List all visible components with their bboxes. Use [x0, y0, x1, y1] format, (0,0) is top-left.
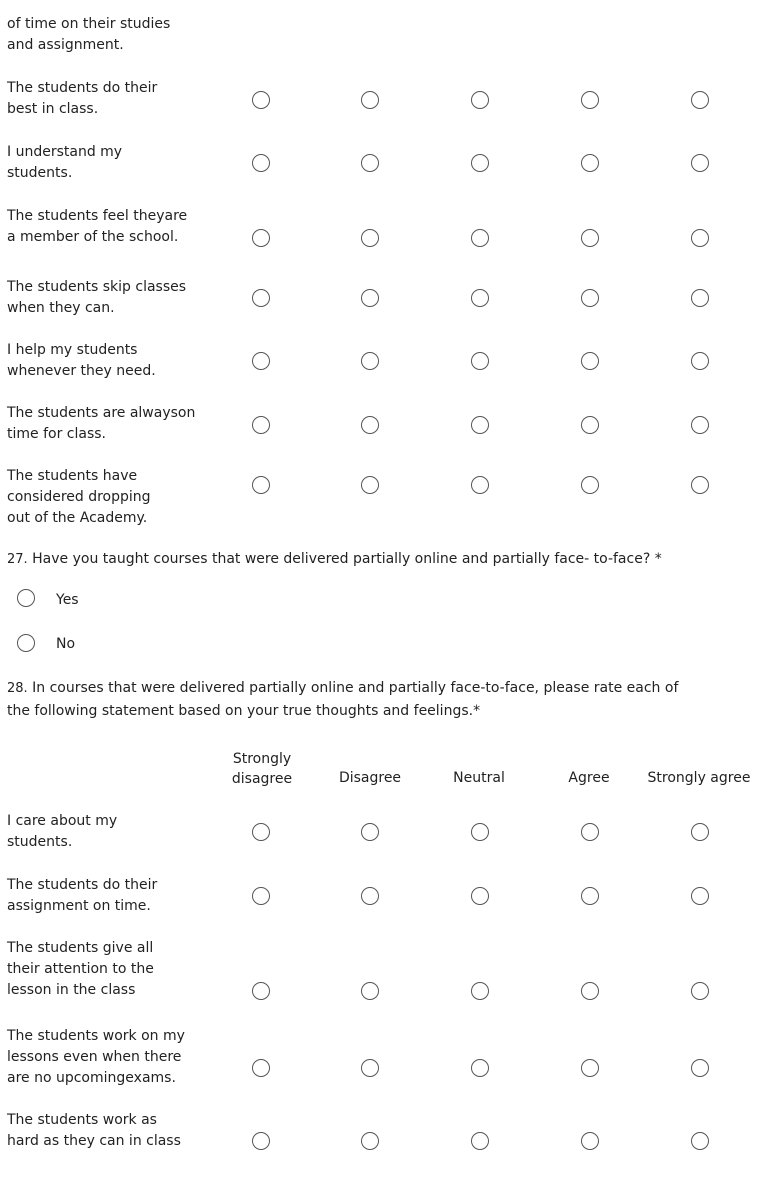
matrix1-row-5-agree-radio[interactable]	[581, 352, 599, 370]
q27-no-radio[interactable]	[17, 634, 35, 652]
q28-row-3-strongly-disagree-radio[interactable]	[252, 982, 270, 1000]
matrix1-row-1-strongly-agree-radio[interactable]	[691, 91, 709, 109]
question-number: 28.	[7, 681, 28, 696]
q28-row-2-strongly-agree-radio[interactable]	[691, 887, 709, 905]
matrix1-row-6-neutral-radio[interactable]	[471, 416, 489, 434]
matrix1-row-5-neutral-radio[interactable]	[471, 352, 489, 370]
matrix-row-label: The students do their assignment on time.	[7, 877, 158, 914]
q28-row-3-neutral-radio[interactable]	[471, 982, 489, 1000]
q28-row-5-disagree-radio[interactable]	[361, 1132, 379, 1150]
q28-row-4-neutral-radio[interactable]	[471, 1059, 489, 1077]
q28-row-5-strongly-agree-radio[interactable]	[691, 1132, 709, 1150]
q28-row-3-disagree-radio[interactable]	[361, 982, 379, 1000]
matrix1-row-6-agree-radio[interactable]	[581, 416, 599, 434]
matrix1-row-4-strongly-disagree-radio[interactable]	[252, 289, 270, 307]
column-header-strongly-disagree: Strongly disagree	[231, 751, 293, 787]
q27-yes-label: Yes	[56, 592, 79, 608]
matrix1-row-5-strongly-disagree-radio[interactable]	[252, 352, 270, 370]
matrix1-row-2-agree-radio[interactable]	[581, 154, 599, 172]
matrix1-row-4-strongly-agree-radio[interactable]	[691, 289, 709, 307]
q28-row-3-strongly-agree-radio[interactable]	[691, 982, 709, 1000]
q28-row-1-disagree-radio[interactable]	[361, 823, 379, 841]
matrix1-row-3-neutral-radio[interactable]	[471, 229, 489, 247]
question-28-title	[7, 677, 697, 722]
matrix1-row-6-strongly-disagree-radio[interactable]	[252, 416, 270, 434]
q28-row-4-agree-radio[interactable]	[581, 1059, 599, 1077]
q28-row-1-neutral-radio[interactable]	[471, 823, 489, 841]
matrix-row-label: I understand my students.	[7, 144, 123, 181]
matrix1-row-1-disagree-radio[interactable]	[361, 91, 379, 109]
q28-row-4-strongly-agree-radio[interactable]	[691, 1059, 709, 1077]
matrix1-row-2-strongly-agree-radio[interactable]	[691, 154, 709, 172]
matrix1-row-1-neutral-radio[interactable]	[471, 91, 489, 109]
matrix1-row-4-disagree-radio[interactable]	[361, 289, 379, 307]
matrix-row-label: I care about my students.	[7, 813, 118, 850]
column-header-neutral: Neutral	[453, 770, 505, 786]
matrix1-row-2-disagree-radio[interactable]	[361, 154, 379, 172]
matrix-row-label: The students give all their attention to the lesson in the class	[7, 940, 154, 998]
matrix-row-label: The students work on my lessons even when there are no upcomingexams.	[7, 1028, 185, 1086]
q28-row-3-agree-radio[interactable]	[581, 982, 599, 1000]
q28-row-2-neutral-radio[interactable]	[471, 887, 489, 905]
matrix1-row-7-strongly-disagree-radio[interactable]	[252, 476, 270, 494]
matrix-row-label: The students are alwayson time for class.	[7, 405, 196, 442]
q28-row-1-agree-radio[interactable]	[581, 823, 599, 841]
matrix1-row-7-strongly-agree-radio[interactable]	[691, 476, 709, 494]
q28-row-5-neutral-radio[interactable]	[471, 1132, 489, 1150]
q28-row-5-agree-radio[interactable]	[581, 1132, 599, 1150]
matrix1-row-6-disagree-radio[interactable]	[361, 416, 379, 434]
matrix1-row-3-strongly-agree-radio[interactable]	[691, 229, 709, 247]
matrix1-row-4-agree-radio[interactable]	[581, 289, 599, 307]
q28-row-1-strongly-agree-radio[interactable]	[691, 823, 709, 841]
question-27-title	[7, 548, 697, 571]
q28-row-1-strongly-disagree-radio[interactable]	[252, 823, 270, 841]
question-number: 27.	[7, 552, 28, 567]
matrix1-row-7-agree-radio[interactable]	[581, 476, 599, 494]
matrix-row-label: The students work as hard as they can in class	[7, 1112, 181, 1149]
q28-row-4-strongly-disagree-radio[interactable]	[252, 1059, 270, 1077]
q28-row-2-disagree-radio[interactable]	[361, 887, 379, 905]
matrix1-row-2-strongly-disagree-radio[interactable]	[252, 154, 270, 172]
q28-row-2-strongly-disagree-radio[interactable]	[252, 887, 270, 905]
matrix-row-label: of time on their studies and assignment.	[7, 16, 171, 53]
q27-yes-radio[interactable]	[17, 589, 35, 607]
matrix1-row-4-neutral-radio[interactable]	[471, 289, 489, 307]
matrix1-row-2-neutral-radio[interactable]	[471, 154, 489, 172]
matrix1-row-3-agree-radio[interactable]	[581, 229, 599, 247]
matrix-row-label: I help my students whenever they need.	[7, 342, 156, 379]
q27-no-label: No	[56, 636, 76, 652]
matrix1-row-5-strongly-agree-radio[interactable]	[691, 352, 709, 370]
question-text: In courses that were delivered partially online and partially face-to-face, please rate each of the following statement based on your true thoughts and feelings.*	[7, 680, 679, 719]
matrix-row-label: The students skip classes when they can.	[7, 279, 187, 316]
matrix1-row-7-disagree-radio[interactable]	[361, 476, 379, 494]
matrix1-row-6-strongly-agree-radio[interactable]	[691, 416, 709, 434]
column-header-strongly-agree: Strongly agree	[647, 770, 751, 786]
matrix-row-label: The students do their best in class.	[7, 80, 158, 117]
matrix1-row-3-strongly-disagree-radio[interactable]	[252, 229, 270, 247]
q28-row-4-disagree-radio[interactable]	[361, 1059, 379, 1077]
matrix1-row-1-strongly-disagree-radio[interactable]	[252, 91, 270, 109]
q28-row-5-strongly-disagree-radio[interactable]	[252, 1132, 270, 1150]
column-header-disagree: Disagree	[338, 770, 402, 786]
matrix-row-label: The students feel theyare a member of the school.	[7, 208, 188, 245]
matrix1-row-7-neutral-radio[interactable]	[471, 476, 489, 494]
q28-row-2-agree-radio[interactable]	[581, 887, 599, 905]
matrix1-row-1-agree-radio[interactable]	[581, 91, 599, 109]
column-header-agree: Agree	[568, 770, 610, 786]
question-text: Have you taught courses that were delivered partially online and partially face- to-face? *	[32, 551, 662, 567]
matrix-row-label: The students have considered dropping out of the Academy.	[7, 468, 151, 526]
matrix1-row-3-disagree-radio[interactable]	[361, 229, 379, 247]
matrix1-row-5-disagree-radio[interactable]	[361, 352, 379, 370]
